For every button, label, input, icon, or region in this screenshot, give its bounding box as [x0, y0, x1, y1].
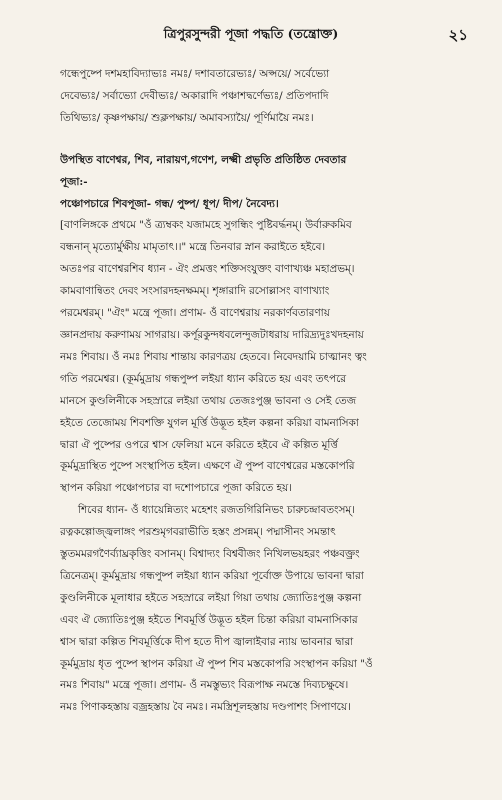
body-line: হইতে তেজোময় শিবশক্তি যুগল মূর্ত্তি উদ্ভূত হইল কল্পনা করিয়া বামনাসিকা — [60, 416, 359, 429]
page-header — [0, 10, 502, 52]
section-heading: উপস্থিত বাণেশ্বর, শিব, নারায়ণ,গণেশ, লক্ষ্মী প্রভৃতি প্রতিষ্ঠিত দেবতার — [60, 153, 347, 166]
body-line: গতি পরমেশ্বর। (কূর্মমুদ্রায় গন্ধপুষ্প লইয়া ধ্যান করিতে হয় এবং তৎপরে — [60, 372, 346, 385]
body-line: নমঃ শিবায়। ওঁ নমঃ শিবায় শান্তায় কারণত্রয় হেতবে। নিবেদয়ামি চাত্মানং ত্বং — [60, 350, 367, 363]
page-number: ২১ — [448, 26, 468, 44]
page-body — [60, 64, 480, 786]
body-line: ত্রিনেত্রম্। কূর্মমুদ্রায় গন্ধপুষ্প লইয়া ধ্যান করিয়া পূর্বোক্ত উপায়ে ভাবনা দ্বারা — [60, 569, 364, 582]
paragraph-gap — [60, 130, 480, 150]
body-line: কামবাণান্বিতং দেবং সংসারদহনক্ষমম্। শৃঙ্গারাদি রসোল্লাসং বাণাখ্যাং — [60, 285, 330, 298]
section-heading-cont: পূজা:- — [60, 175, 88, 188]
body-line: নমঃ শিবায়" মন্ত্রে পূজা। প্রণাম- ওঁ নমস্তুভ্যং বিরূপাক্ষ নমস্তে দিব্যচক্ষুষে। — [60, 679, 349, 692]
body-line: শিবের ধ্যান- ওঁ ধ্যায়েন্নিত্যং মহেশং রজতগিরিনিভং চারুচন্দ্রাবতংসম্। — [78, 504, 355, 517]
body-line: দেবেভ্যঃ/ সর্বাভ্যো দেবীভ্যঃ/ অকারাদি পঞ্চাশদ্বর্ণেভ্যঃ/ প্রতিপদাদি — [60, 89, 329, 102]
body-line: পরমেশ্বরম্। "ঐং" মন্ত্রে পূজা। প্রণাম- ওঁ বাণেশ্বরায় নরকার্ণবতারণায় — [60, 307, 330, 320]
body-line: জ্ঞানপ্রদায় করুণাময় সাগরায়। কর্পূরকুন্দধবলেন্দুজটাধরায় দারিদ্র্যদুঃখদহনায় — [60, 328, 364, 341]
body-line: কূর্মমুদ্রাস্থিত পুষ্পে সংস্থাপিত হইল। এক্ষণে ঐ পুষ্প বাণেশ্বরের মস্তকোপরি — [60, 460, 355, 473]
body-line: শ্বাস দ্বারা কল্পিত শিবমূর্ত্তিকে দীপ হতে দীপ জ্বালাইবার ন্যায় ভাবনার দ্বারা — [60, 635, 354, 648]
body-line: বন্ধনান্ মৃত্যোর্মুক্ষীয় মামৃতাৎ।।" মন্ত্রে তিনবার স্নান করাইতে হইবে। — [60, 241, 326, 254]
body-line: কূর্মমুদ্রায় ধৃত পুষ্পে স্থাপন করিয়া ঐ পুষ্প শিব মস্তকোপরি সংস্থাপন করিয়া "ওঁ — [60, 657, 373, 670]
body-line: রত্নকল্পোজ্জ্বলাঙ্গং পরশুমৃগবরাভীতি হস্তং প্রসন্নম্। পদ্মাসীনং সমন্তাৎ — [60, 526, 336, 539]
body-line: তিথিভ্যঃ/ কৃষ্ণপক্ষায়/ শুক্লপক্ষায়/ অমাবস্যায়ৈ/ পূর্ণিমায়ৈ নমঃ। — [60, 111, 314, 124]
body-line: এবং ঐ জ্যোতিঃপুঞ্জ হইতে শিবমূর্ত্তি উদ্ভূত হইল চিন্তা করিয়া বামনাসিকার — [60, 613, 358, 626]
body-line: অতঃপর বাণেশ্বরশিব ধ্যান - ঐং প্রমত্তং শক্তিসংযুক্তং বাণাখ্যঞ্চ মহাপ্রভম্। — [60, 263, 355, 276]
body-line: স্তুতমমরগণৈর্ব্যাঘ্রকৃত্তিং বসানম্। বিশ্বাদ্যং বিশ্ববীজং নিখিলভয়হরং পঞ্চবক্ত্রং — [60, 548, 360, 561]
subheading-shiva-puja: পঞ্চোপচারে শিবপূজা- গন্ধ/ পুষ্প/ ধূপ/ দীপ/ নৈবেদ্য। — [60, 197, 279, 210]
body-line: [বাণলিঙ্গকে প্রথমে "ওঁ ত্র্যম্বকং যজামহে সুগন্ধিং পুষ্টিবর্দ্ধনম্। উর্বারুকমিব — [60, 219, 352, 232]
body-line: কুণ্ডলিনীকে মূলাধার হইতে সহস্রারে লইয়া গিয়া তথায় জ্যোতিঃপুঞ্জ কল্পনা — [60, 591, 362, 604]
running-title: ত্রিপুরসুন্দরী পূজা পদ্ধতি (তন্ত্রোক্ত) — [163, 26, 339, 41]
body-line: নমঃ পিণাকহস্তায় বজ্রহস্তায় বৈ নমঃ। নমস্ত্রিশূলহস্তায় দণ্ডপাশং সিপাণয়ে। — [60, 701, 351, 714]
body-line: গন্ধেপুষ্পে দশমহাবিদ্যাভ্যঃ নমঃ/ দশাবতারেভ্যঃ/ অপ্সয়ে/ সর্বেভ্যো — [60, 68, 330, 80]
body-line: স্থাপন করিয়া পঞ্চোপচার বা দশোপচারে পূজা করিতে হয়। — [60, 482, 292, 495]
body-line: দ্বারা ঐ পুষ্পের ওপরে শ্বাস ফেলিয়া মনে করিতে হইবে ঐ কল্পিত মূর্ত্তি — [60, 438, 338, 451]
body-line: মানসে কুণ্ডলিনীকে সহস্রারে লইয়া তথায় তেজঃপুঞ্জ ভাবনা ও সেই তেজ — [60, 394, 357, 407]
